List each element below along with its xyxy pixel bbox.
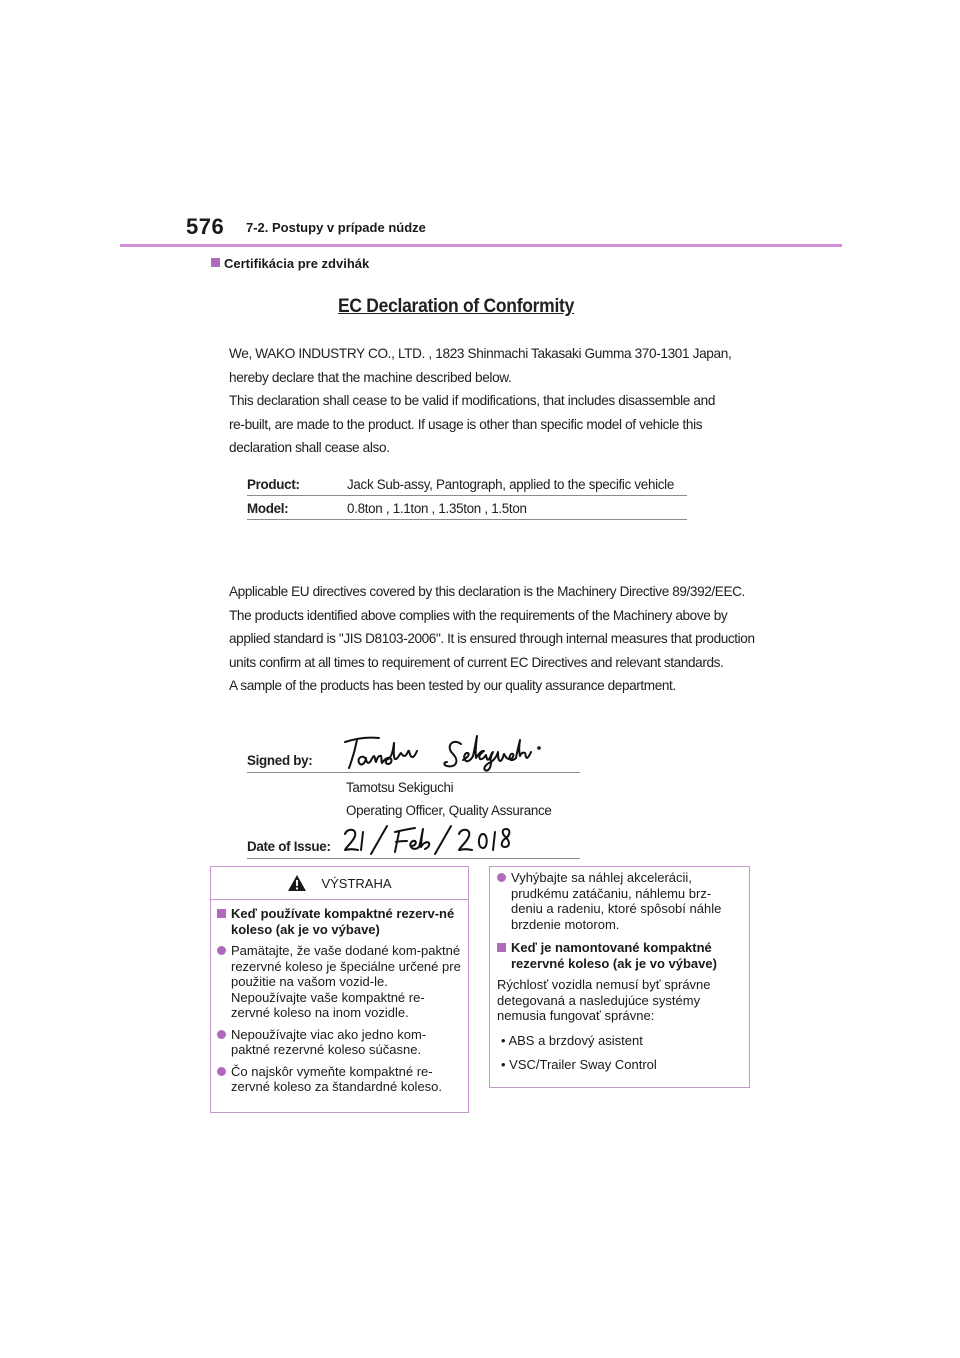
warning-continued-content <box>490 867 749 1073</box>
warning-triangle-icon <box>287 874 307 892</box>
warning-item-text: Nepoužívajte viac ako jedno kom-paktné rezervné koleso súčasne. <box>231 1026 427 1057</box>
intro-line: hereby declare that the machine described below. <box>229 369 512 385</box>
date-row <box>247 822 580 859</box>
warning-subheading <box>217 906 462 937</box>
section-title <box>211 256 369 271</box>
model-value: 0.8ton , 1.1ton , 1.35ton , 1.5ton <box>347 501 527 516</box>
warning-box <box>210 866 469 1113</box>
system-list-item-text: VSC/Trailer Sway Control <box>509 1057 657 1072</box>
warning-item <box>217 943 462 1021</box>
signer-info <box>346 776 552 822</box>
model-row <box>247 496 687 520</box>
section-title-text: Certifikácia pre zdvihák <box>224 256 370 271</box>
warning-item-text: Pamätajte, že vaše dodané kom-paktné rezervné koleso je špeciálne určené pre použitie na vašom vozid-le. Nepoužívajte vaše kompaktné re-zervné koleso na inom vozidle. <box>231 943 461 1020</box>
square-bullet-icon <box>497 943 506 952</box>
warning-item-text: Čo najskôr vymeňte kompaktné re-zervné koleso za štandardné koleso. <box>231 1063 443 1094</box>
signature-row <box>247 732 580 773</box>
warning-item <box>217 1027 462 1058</box>
system-list-item: • ABS a brzdový asistent <box>501 1032 643 1048</box>
intro-line: declaration shall cease also. <box>229 440 390 455</box>
warning-item-text: Vyhýbajte sa náhlej akcelerácii, prudkému zatáčaniu, náhlemu brz-deniu a radeniu, ktoré spôsobí náhle brzdenie motorom. <box>511 870 722 932</box>
warning-content <box>211 900 468 1095</box>
header-divider <box>120 244 842 247</box>
applicable-line: A sample of the products has been tested by our quality assurance department. <box>229 678 676 693</box>
applicable-line: Applicable EU directives covered by this declaration is the Machinery Directive 89/392/EEC. <box>229 584 745 599</box>
signer-name: Tamotsu Sekiguchi <box>346 780 454 795</box>
compact-spare-subheading <box>497 940 742 971</box>
round-bullet-icon <box>217 1030 226 1039</box>
compact-spare-subheading-text: Keď je namontované kompaktné rezervné koleso (ak je vo výbave) <box>511 940 717 971</box>
warning-heading: VÝSTRAHA <box>321 875 392 891</box>
handwritten-signature <box>343 734 543 772</box>
round-bullet-icon <box>217 1067 226 1076</box>
handwritten-date <box>343 824 513 856</box>
system-list-item-text: ABS a brzdový asistent <box>508 1032 643 1048</box>
applicable-directives <box>229 580 789 698</box>
applicable-line: The products identified above complies with the requirements of the Machinery above by <box>229 607 728 623</box>
system-list-item: • VSC/Trailer Sway Control <box>501 1057 657 1072</box>
model-label: Model: <box>247 501 289 516</box>
intro-line: This declaration shall cease to be valid if modifications, that includes disassemble and <box>229 393 716 408</box>
product-label: Product: <box>247 477 300 492</box>
product-table <box>247 472 687 520</box>
date-of-issue-label: Date of Issue: <box>247 839 331 854</box>
intro-line: We, WAKO INDUSTRY CO., LTD. , 1823 Shinmachi Takasaki Gumma 370-1301 Japan, <box>229 346 732 361</box>
warning-header <box>211 867 468 900</box>
warning-subheading-text: Keď používate kompaktné rezerv-né koleso (ak je vo výbave) <box>231 906 455 937</box>
product-row <box>247 472 687 496</box>
round-bullet-icon <box>217 946 226 955</box>
applicable-line: applied standard is "JIS D8103-2006". It is ensured through internal measures that production <box>229 631 755 646</box>
warning-box-continued <box>489 866 750 1088</box>
warning-item <box>497 870 742 932</box>
square-bullet-icon <box>217 909 226 918</box>
intro-line: re-built, are made to the product. If usage is other than specific model of vehicle this <box>229 416 703 432</box>
signer-title: Operating Officer, Quality Assurance <box>346 803 552 818</box>
applicable-line: units confirm at all times to requirement of current EC Directives and relevant standards. <box>229 654 724 670</box>
certificate-intro <box>229 342 749 460</box>
chapter-title: 7-2. Postupy v prípade núdze <box>246 220 426 235</box>
round-bullet-icon <box>497 873 506 882</box>
page-number: 576 <box>186 214 225 239</box>
signed-by-label: Signed by: <box>247 753 313 768</box>
certificate-title: EC Declaration of Conformity <box>337 296 575 317</box>
warning-item <box>217 1064 462 1095</box>
compact-spare-paragraph: Rýchlosť vozidla nemusí byť správne detegovaná a nasledujúce systémy nemusia fungovať správne: <box>497 977 711 1023</box>
product-value: Jack Sub-assy, Pantograph, applied to the specific vehicle <box>347 477 674 492</box>
section-square-icon <box>211 258 220 267</box>
